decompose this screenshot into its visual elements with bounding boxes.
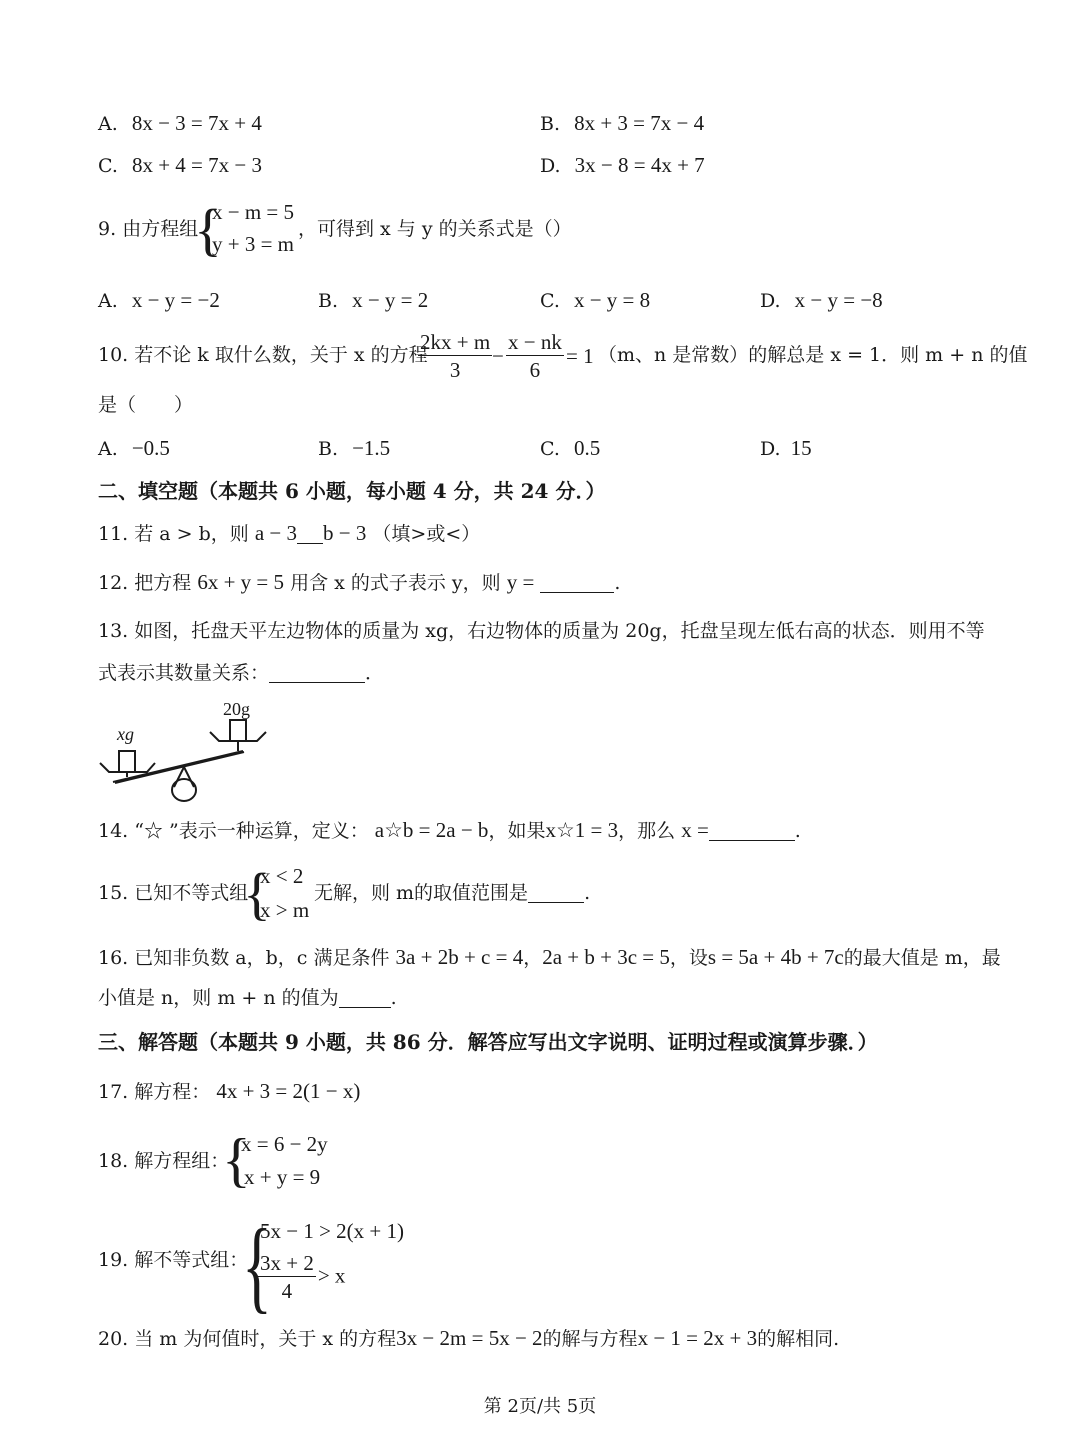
fraction-numerator: 2kx + m <box>420 330 491 354</box>
q15-suffix-text: 无解，则 m的取值范围是 <box>314 882 529 904</box>
q11 <box>98 523 480 544</box>
q19-prefix: 解不等式组： <box>134 1249 249 1271</box>
option-letter: A. <box>98 113 118 135</box>
q10-b-value: −1.5 <box>352 436 391 460</box>
q12-text: 把方程 <box>134 572 192 594</box>
q15-suffix <box>314 884 590 903</box>
option-letter: C. <box>98 155 118 177</box>
q15-ineq1: x < 2 <box>260 864 304 888</box>
q9-d-expr: x − y = −8 <box>794 288 883 312</box>
system-brace: { <box>242 1208 272 1323</box>
q8-b-expr: 8x + 3 = 7x − 4 <box>574 111 705 135</box>
q9-option-c <box>540 290 650 311</box>
q19-ineq1: 5x − 1 > 2(x + 1) <box>260 1219 405 1243</box>
q9-prefix: 由方程组 <box>122 218 199 240</box>
question-number: 13. <box>98 620 129 642</box>
option-letter: D. <box>540 155 561 177</box>
left-mass-label: xg <box>117 724 134 744</box>
right-tray <box>210 732 266 741</box>
q12-end: . <box>614 572 621 594</box>
question-number: 9. <box>98 218 117 240</box>
q16-end: . <box>390 987 397 1009</box>
q9-a-expr: x − y = −2 <box>131 288 220 312</box>
q9-eq2: y + 3 = m <box>212 232 295 256</box>
answer-blank <box>540 574 614 593</box>
q10-line2: 是（ ） <box>98 394 194 416</box>
q18-eq1: x = 6 − 2y <box>241 1132 328 1156</box>
fraction-numerator: x − nk <box>508 330 562 354</box>
question-number: 18. <box>98 1150 129 1172</box>
q16-text-a: 已知非负数 a，b，c 满足条件 <box>134 947 390 969</box>
q11-text: 若 a > b，则 <box>134 523 249 545</box>
q10-option-d <box>760 438 812 459</box>
q16-condition-1: 3a + 2b + c = 4 <box>395 945 524 969</box>
q16-line1 <box>98 947 1001 968</box>
question-number: 10. <box>98 344 129 366</box>
q20 <box>98 1328 839 1349</box>
balance-scale-figure <box>95 695 275 810</box>
q19-stem <box>98 1251 248 1270</box>
answer-blank <box>339 989 391 1008</box>
q10-c-value: 0.5 <box>573 436 601 460</box>
q20-equation-2: x − 1 = 2x + 3 <box>637 1326 758 1350</box>
option-letter: D. <box>760 438 781 460</box>
fraction-denominator: 3 <box>449 358 461 382</box>
right-mass-label: 20g <box>223 699 250 719</box>
q8-option-b <box>540 113 704 134</box>
q16-separator: ， <box>523 947 543 969</box>
q10-option-b <box>318 438 390 459</box>
q15-ineq2: x > m <box>260 898 310 922</box>
q8-a-expr: 8x − 3 = 7x + 4 <box>131 111 262 135</box>
q13-text-line1: 如图，托盘天平左边物体的质量为 xg，右边物体的质量为 20g，托盘呈现左低右高的状态．则用不等 <box>134 620 985 642</box>
q18-prefix: 解方程组： <box>134 1150 230 1172</box>
q14-lhs: x = <box>681 818 709 842</box>
q13-line2 <box>98 664 384 683</box>
right-weight <box>230 720 246 741</box>
q18-stem <box>98 1152 229 1171</box>
fraction-denominator: 6 <box>529 358 541 382</box>
q20-text1: 当 m 为何值时，关于 x 的方程 <box>134 1328 397 1350</box>
q10-prefix: 若不论 k 取什么数，关于 x 的方程 <box>134 344 428 366</box>
q16-s-definition: s = 5a + 4b + 7c <box>707 945 844 969</box>
option-letter: A. <box>98 290 118 312</box>
q10-option-a <box>98 438 170 459</box>
q10-fraction-2 <box>504 332 566 381</box>
q12-equation: 6x + y = 5 <box>197 570 285 594</box>
q16-condition-2: 2a + b + 3c = 5 <box>542 945 670 969</box>
q10-minus: − <box>492 344 504 368</box>
question-number: 15. <box>98 882 129 904</box>
option-letter: B. <box>318 438 339 460</box>
q20-equation-1: 3x − 2m = 5x − 2 <box>396 1326 543 1350</box>
question-number: 12. <box>98 572 129 594</box>
fulcrum <box>174 767 194 787</box>
system-brace: { <box>194 197 222 262</box>
q8-c-expr: 8x + 4 = 7x − 3 <box>131 153 262 177</box>
q17-equation: 4x + 3 = 2(1 − x) <box>216 1079 361 1103</box>
q9-b-expr: x − y = 2 <box>352 288 429 312</box>
q10-stem <box>98 346 428 365</box>
question-number: 16. <box>98 947 129 969</box>
q17 <box>98 1081 360 1102</box>
section-2-title: 二、填空题（本题共 6 小题，每小题 4 分，共 24 分．） <box>98 479 606 503</box>
q14 <box>98 820 801 841</box>
q12 <box>98 572 620 593</box>
q9-eq1: x − m = 5 <box>212 200 295 224</box>
left-weight <box>119 751 135 772</box>
q14-condition: x☆1 = 3 <box>545 818 619 842</box>
q10-d-value: 15 <box>790 436 812 460</box>
q18-eq2: x + y = 9 <box>244 1165 321 1189</box>
q11-expr-a: a − 3 <box>254 521 298 545</box>
q13-text-line2: 式表示其数量关系： <box>98 662 270 684</box>
q12-text2: 用含 x 的式子表示 y，则 <box>290 572 501 594</box>
question-number: 19. <box>98 1249 129 1271</box>
fraction-denominator: 4 <box>281 1279 293 1303</box>
q15-prefix: 已知不等式组 <box>134 882 249 904</box>
q16-line2 <box>98 989 397 1008</box>
q8-d-expr: 3x − 8 = 4x + 7 <box>574 153 705 177</box>
q16-text-c: 的最大值是 m，最 <box>843 947 1001 969</box>
page-footer: 第 2页/共 5页 <box>483 1396 597 1417</box>
q13-line1 <box>98 622 985 641</box>
q9-option-d <box>760 290 883 311</box>
q17-prefix: 解方程： <box>134 1081 211 1103</box>
question-number: 11. <box>98 523 129 545</box>
q14-text3: ，那么 <box>618 820 676 842</box>
option-letter: B. <box>540 113 561 135</box>
q9-option-b <box>318 290 428 311</box>
q19-ineq2 <box>256 1253 345 1302</box>
option-letter: D. <box>760 290 781 312</box>
q15-stem <box>98 884 248 903</box>
q14-text2: ，如果 <box>488 820 546 842</box>
answer-blank <box>709 822 795 841</box>
option-letter: A. <box>98 438 118 460</box>
system-brace: { <box>243 861 271 926</box>
q9-suffix: ，可得到 x 与 y 的关系式是（） <box>298 218 572 240</box>
q14-text1: “☆ ”表示一种运算，定义： <box>134 820 369 842</box>
q12-lhs: y = <box>506 570 535 594</box>
q11-expr-b: b − 3 <box>323 521 367 545</box>
section-3-title: 三、解答题（本题共 9 小题，共 86 分．解答应写出文字说明、证明过程或演算步骤．） <box>98 1030 878 1054</box>
answer-blank <box>528 884 584 903</box>
answer-blank <box>269 664 365 683</box>
question-number: 17. <box>98 1081 129 1103</box>
q10-a-value: −0.5 <box>131 436 170 460</box>
q9-stem <box>98 220 198 239</box>
q8-option-a <box>98 113 262 134</box>
option-letter: B. <box>318 290 339 312</box>
fraction-numerator: 3x + 2 <box>260 1251 314 1275</box>
q14-definition: a☆b = 2a − b <box>374 818 489 842</box>
q10-suffix: （m、n 是常数）的解总是 x = 1．则 m + n 的值 <box>598 344 1028 366</box>
fulcrum-base <box>172 779 196 801</box>
q10-fraction-1 <box>416 332 494 381</box>
q8-option-c <box>98 155 262 176</box>
option-letter: C. <box>540 290 560 312</box>
left-tray <box>100 763 155 772</box>
system-brace: { <box>222 1127 251 1193</box>
q9-option-a <box>98 290 220 311</box>
answer-blank <box>297 525 323 544</box>
q10-rhs: = 1 <box>566 344 594 368</box>
question-number: 20. <box>98 1328 129 1350</box>
q19-ineq2-rhs: > x <box>317 1263 346 1288</box>
q15-end: . <box>584 882 591 904</box>
q13-end: ． <box>365 662 385 684</box>
question-number: 14. <box>98 820 129 842</box>
q11-hint: （填>或<） <box>372 523 481 545</box>
q20-text3: 的解相同. <box>757 1328 840 1350</box>
q9-c-expr: x − y = 8 <box>573 288 651 312</box>
q10-option-c <box>540 438 600 459</box>
q20-text2: 的解与方程 <box>542 1328 638 1350</box>
q16-text-b: ，设 <box>669 947 708 969</box>
q8-option-d <box>540 155 705 176</box>
option-letter: C. <box>540 438 560 460</box>
q14-end: . <box>794 820 801 842</box>
q16-text-line2: 小值是 n，则 m + n 的值为 <box>98 987 339 1009</box>
